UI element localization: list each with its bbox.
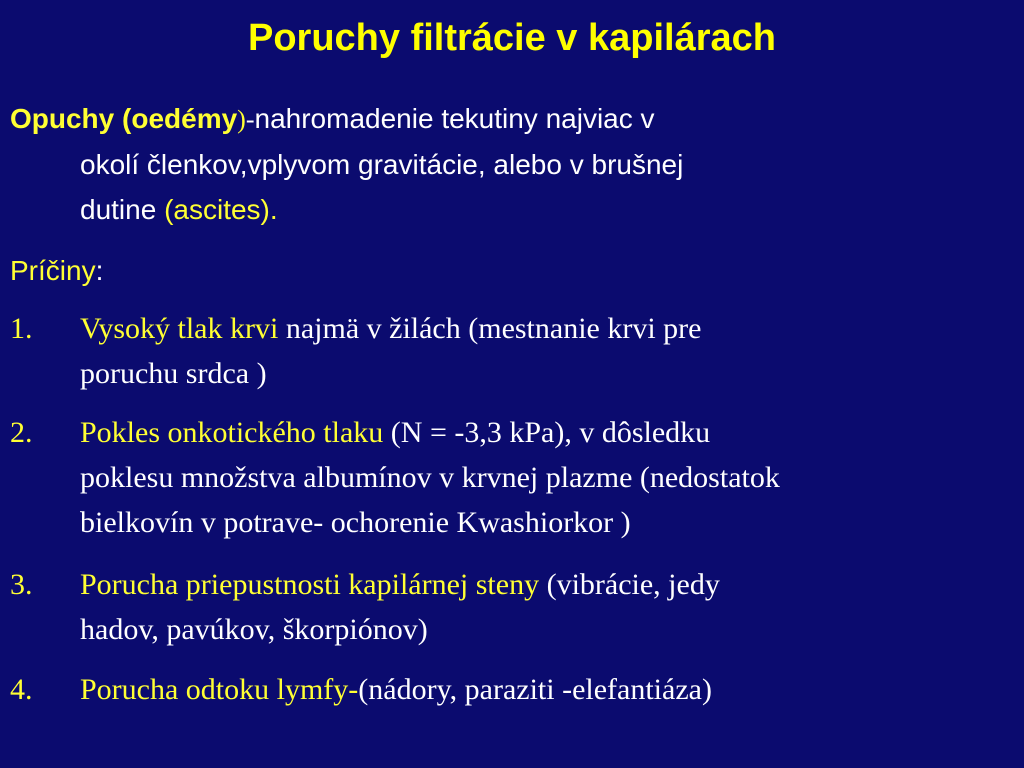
list-item-text <box>80 562 1014 652</box>
list-item-line: bielkovín v potrave- ochorenie Kwashiorkor ) <box>80 506 631 539</box>
opuchy-heading: Opuchy (oedémy <box>10 103 238 134</box>
opuchy-text-3: dutine <box>80 194 165 225</box>
opuchy-text-1: nahromadenie tekutiny najviac v <box>254 103 655 134</box>
list-item-line <box>80 306 1014 351</box>
list-item-line <box>80 667 1014 712</box>
priciny-heading <box>10 248 103 293</box>
opuchy-paragraph <box>10 96 1010 232</box>
list-item-rest: (vibrácie, jedy <box>539 568 720 601</box>
list-item-text <box>80 667 1014 712</box>
list-item-line: poruchu srdca ) <box>80 357 267 390</box>
list-item-rest: najmä v žilách (mestnanie krvi pre <box>278 312 702 345</box>
priciny-label: Príčiny <box>10 255 96 286</box>
opuchy-paren: ) <box>237 105 246 134</box>
list-item-number: 3. <box>10 568 33 601</box>
list-item-number: 1. <box>10 312 33 345</box>
list-item-rest: (nádory, paraziti -elefantiáza) <box>358 673 712 706</box>
list-item <box>10 562 1014 652</box>
list-item-highlight: Pokles onkotického tlaku <box>80 416 384 449</box>
list-item-highlight: Vysoký tlak krvi <box>80 312 279 345</box>
list-item <box>10 306 1014 396</box>
list-item-text <box>80 410 1014 545</box>
list-item-highlight: Porucha odtoku lymfy- <box>80 673 359 706</box>
priciny-colon: : <box>95 255 104 286</box>
list-item <box>10 410 1014 545</box>
list-item-line <box>80 410 1014 455</box>
opuchy-line-2: okolí členkov,vplyvom gravitácie, alebo v brušnej <box>80 149 684 180</box>
ascites-term: (ascites). <box>164 194 278 225</box>
list-item-line: hadov, pavúkov, škorpiónov) <box>80 613 428 646</box>
opuchy-dash: - <box>245 105 255 134</box>
slide-title: Poruchy filtrácie v kapilárach <box>247 17 776 59</box>
list-item-text <box>80 306 1014 396</box>
opuchy-line-3 <box>80 187 1010 232</box>
list-item-number: 4. <box>10 673 33 706</box>
list-item-highlight: Porucha priepustnosti kapilárnej steny <box>80 568 540 601</box>
list-item-line: poklesu množstva albumínov v krvnej plazme (nedostatok <box>80 461 780 494</box>
opuchy-line-1 <box>10 96 1010 142</box>
list-item-rest: (N = -3,3 kPa), v dôsledku <box>383 416 711 449</box>
list-item <box>10 667 1014 712</box>
list-item-number: 2. <box>10 416 33 449</box>
list-item-line <box>80 562 1014 607</box>
